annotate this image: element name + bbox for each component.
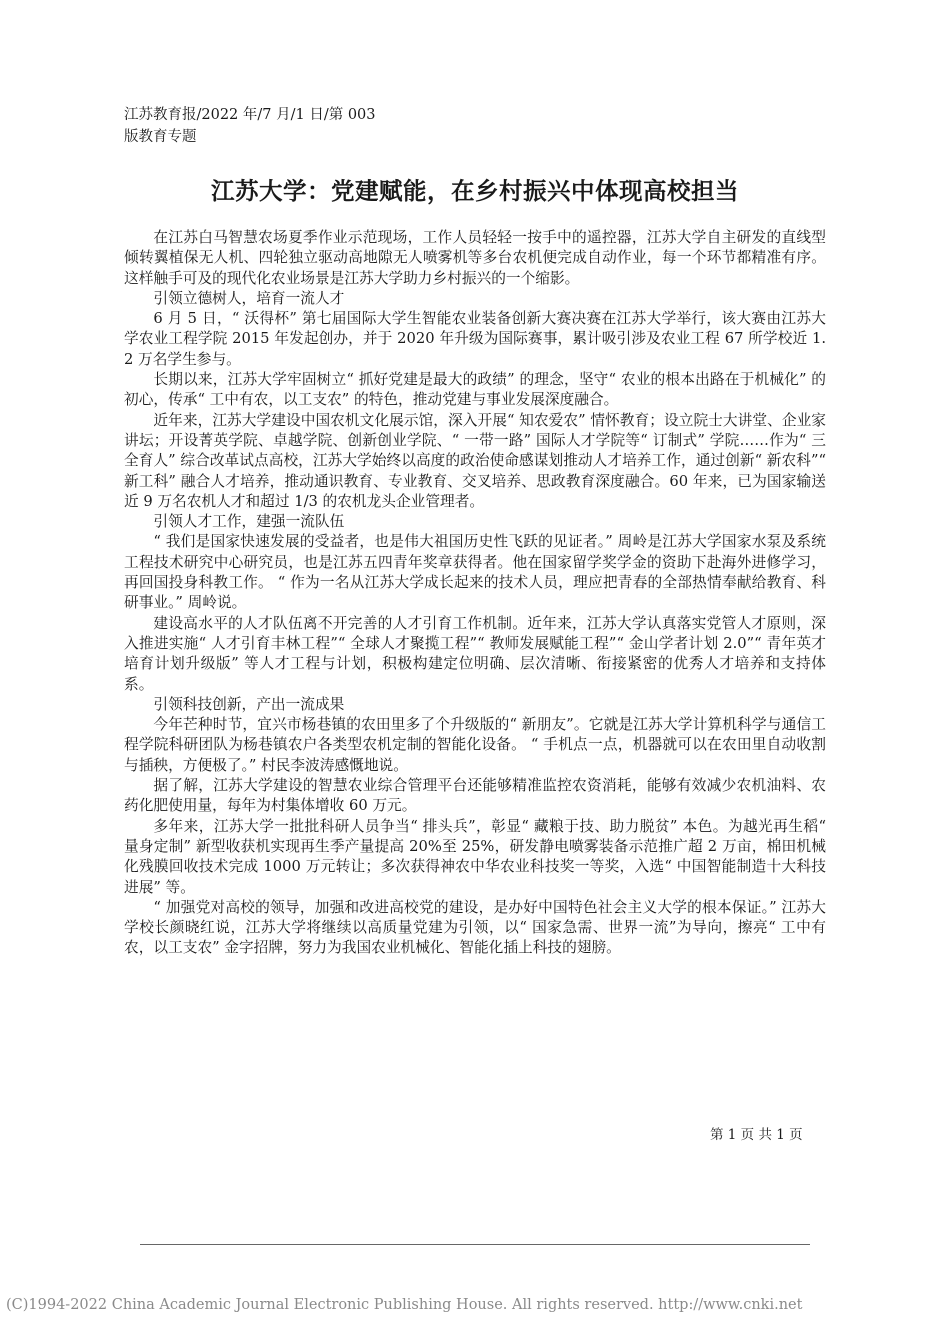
section-heading-3: 引领科技创新，产出一流成果 (153, 695, 345, 713)
page-number: 第 1 页 共 1 页 (710, 1127, 803, 1143)
source-line-1: 江苏教育报/2022 年/7 月/1 日/第 003 (124, 107, 376, 123)
paragraph-closing: “ 加强党对高校的领导，加强和改进高校党的建设，是办好中国特色社会主义大学的根本保证。” 江苏大学校长颜晓红说，江苏大学将继续以高质量党建为引领，以“ 国家急需、世界一流”为导向，擦亮“ 工中有农，以工支农” 金字招牌，努力为我国农业机械化、智能化插上科技的翅膀。 (124, 898, 826, 957)
paragraph: “ 我们是国家快速发展的受益者，也是伟大祖国历史性飞跃的见证者。” 周岭是江苏大学国家水泵及系统工程技术研究中心研究员，也是江苏五四青年奖章获得者。他在国家留学奖学金的资助下赴海外进修学习，再回国投身科教工作。 “ 作为一名从江苏大学成长起来的技术人员，理应把青春的全部热情奉献给教育、科研事业。” 周岭说。 (124, 533, 826, 612)
paragraph: 建设高水平的人才队伍离不开完善的人才引育工作机制。近年来，江苏大学认真落实党管人才原则，深入推进实施“ 人才引育丰林工程”“ 全球人才聚揽工程”“ 教师发展赋能工程”“ 金山学者计划 2.0”“ 青年英才培育计划升级版” 等人才工程与计划，积极构建定位明确、层次清晰、衔接紧密的优秀人才培养和支持体系。 (124, 614, 826, 693)
paragraph: 6 月 5 日，“ 沃得杯” 第七届国际大学生智能农业装备创新大赛决赛在江苏大学举行，该大赛由江苏大学农业工程学院 2015 年发起创办，并于 2020 年升级为国际赛事，累计吸引涉及农业工程 67 所学校近 1.2 万名学生参与。 (124, 310, 826, 368)
source-line-2: 版教育专题 (124, 129, 197, 145)
paragraph: 长期以来，江苏大学牢固树立“ 抓好党建是最大的政绩” 的理念，坚守“ 农业的根本出路在于机械化” 的初心，传承“ 工中有农，以工支农” 的特色，推动党建与事业发展深度融合。 (124, 371, 826, 409)
paragraph: 今年芒种时节，宜兴市杨巷镇的农田里多了个升级版的“ 新朋友”。它就是江苏大学计算机科学与通信工程学院科研团队为杨巷镇农户各类型农机定制的智能化设备。 “ 手机点一点，机器就可以在农田里自动收割与插秧，方便极了。” 村民李波涛感慨地说。 (124, 716, 826, 774)
paragraph: 多年来，江苏大学一批批科研人员争当“ 排头兵”，彰显“ 藏粮于技、助力脱贫” 本色。为越光再生稻“ 量身定制” 新型收获机实现再生季产量提高 20%至 25%，研发静电喷雾装备示范推广超 2 万亩，棉田机械化残膜回收技术完成 1000 万元转让；多次获得神农中华农业科技奖一等奖，入选“ 中国智能制造十大科技进展” 等。 (124, 817, 826, 896)
copyright-footer: (C)1994-2022 China Academic Journal Electronic Publishing House. All rights reserved. http://www.cnki.net (6, 1297, 803, 1313)
source-info (124, 104, 424, 148)
article-title: 江苏大学：党建赋能，在乡村振兴中体现高校担当 (211, 177, 739, 205)
footer-divider (140, 1244, 810, 1245)
paragraph: 近年来，江苏大学建设中国农机文化展示馆，深入开展“ 知农爱农” 情怀教育；设立院士大讲堂、企业家讲坛；开设菁英学院、卓越学院、创新创业学院、“ 一带一路” 国际人才学院等“ 订制式” 学院……作为“ 三全育人” 综合改革试点高校，江苏大学始终以高度的政治使命感谋划推动人才培养工作，通过创新“ 新农科”“ 新工科” 融合人才培养，推动通识教育、专业教育、交叉培养、思政教育深度融合。60 年来，已为国家输送近 9 万名农机人才和超过 1/3 的农机龙头企业管理者。 (124, 411, 826, 510)
article-body (124, 228, 826, 959)
section-heading-2: 引领人才工作，建强一流队伍 (153, 513, 345, 531)
paragraph-intro: 在江苏白马智慧农场夏季作业示范现场，工作人员轻轻一按手中的遥控器，江苏大学自主研发的直线型倾转翼植保无人机、四轮独立驱动高地隙无人喷雾机等多台农机便完成自动作业，每一个环节都精准有序。这样触手可及的现代化农业场景是江苏大学助力乡村振兴的一个缩影。 (124, 229, 826, 287)
paragraph: 据了解，江苏大学建设的智慧农业综合管理平台还能够精准监控农资消耗，能够有效减少农机油料、农药化肥使用量，每年为村集体增收 60 万元。 (124, 777, 826, 815)
section-heading-1: 引领立德树人，培育一流人才 (153, 289, 345, 307)
